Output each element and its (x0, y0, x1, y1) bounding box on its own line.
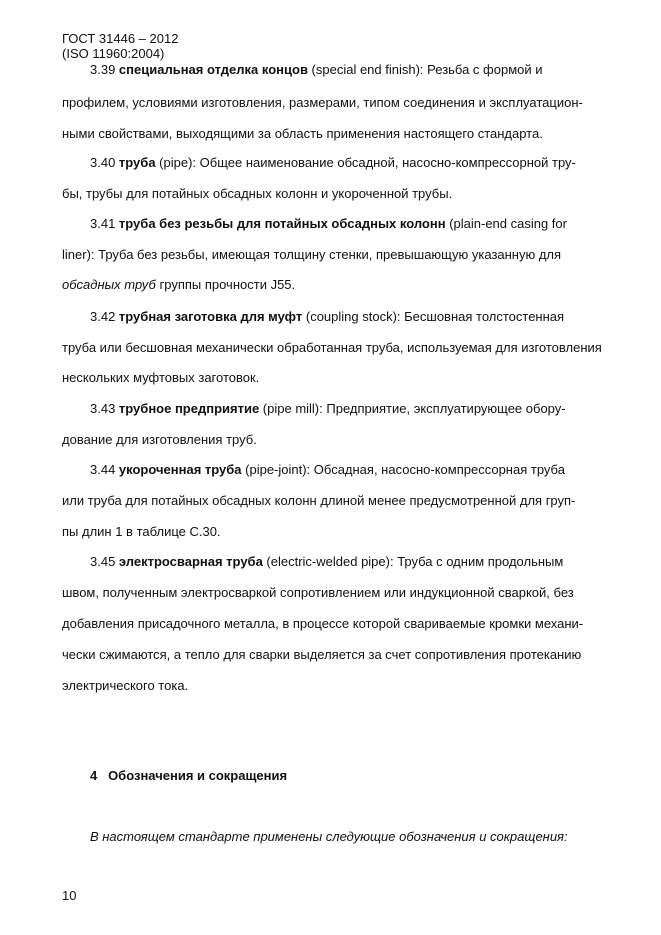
term-3-41 (90, 216, 567, 232)
term-number: 3.41 (90, 216, 119, 231)
term-title: специальная отделка концов (118, 62, 308, 77)
text-line: бы, трубы для потайных обсадных колонн и укороченной трубы. (62, 186, 453, 201)
text-line: швом, полученным электросваркой сопротивлением или индукционной сваркой, без (62, 585, 574, 600)
document-header (62, 31, 178, 61)
term-title: укороченная труба (118, 462, 242, 477)
term-3-39 (90, 62, 543, 78)
text-line: liner): Труба без резьбы, имеющая толщину стенки, превышающую указанную для (62, 247, 562, 262)
text-line: или труба для потайных обсадных колонн длиной менее предусмотренной для груп- (62, 493, 576, 508)
term-3-40 (90, 155, 576, 171)
term-definition: (pipe-joint): Обсадная, насосно-компрессорная труба (241, 462, 565, 477)
italic-term: обсадных труб (62, 277, 156, 292)
term-definition: (coupling stock): Бесшовная толстостенная (302, 309, 565, 324)
term-title: труба без резьбы для потайных обсадных колонн (118, 216, 446, 231)
text-line: пы длин 1 в таблице С.30. (62, 524, 221, 539)
text-rest: группы прочности J55. (155, 277, 296, 292)
term-3-43 (90, 401, 566, 417)
text-line: ными свойствами, выходящими за область применения настоящего стандарта. (62, 126, 543, 141)
term-3-44 (90, 462, 565, 478)
term-title: электросварная труба (118, 554, 263, 569)
term-definition: (plain-end casing for (445, 216, 567, 231)
term-title: трубная заготовка для муфт (118, 309, 303, 324)
term-title: трубное предприятие (118, 401, 260, 416)
term-3-45 (90, 554, 563, 570)
term-number: 3.40 (90, 155, 119, 170)
section-heading: 4 Обозначения и сокращения (90, 768, 288, 783)
term-definition: (pipe): Общее наименование обсадной, насосно-компрессорной тру- (155, 155, 576, 170)
text-line: дование для изготовления труб. (62, 432, 257, 447)
term-definition: (pipe mill): Предприятие, эксплуатирующее обору- (259, 401, 566, 416)
text-line: электрического тока. (62, 678, 189, 693)
term-number: 3.43 (90, 401, 119, 416)
term-number: 3.44 (90, 462, 119, 477)
term-3-42 (90, 309, 564, 325)
section-intro: В настоящем стандарте применены следующие обозначения и сокращения: (90, 829, 568, 844)
term-definition: (special end finish): Резьба с формой и (307, 62, 543, 77)
page-number: 10 (62, 888, 77, 903)
term-definition: (electric-welded pipe): Труба с одним продольным (262, 554, 564, 569)
term-number: 3.42 (90, 309, 119, 324)
term-number: 3.45 (90, 554, 119, 569)
term-title: труба (118, 155, 156, 170)
standard-number: ГОСТ 31446 – 2012 (62, 31, 179, 46)
term-number: 3.39 (90, 62, 119, 77)
text-line (62, 277, 295, 293)
text-line: добавления присадочного металла, в процессе которой свариваемые кромки механи- (62, 616, 584, 631)
text-line: профилем, условиями изготовления, размерами, типом соединения и эксплуатацион- (62, 95, 583, 110)
text-line: труба или бесшовная механически обработанная труба, используемая для изготовления (62, 340, 602, 355)
iso-reference: (ISO 11960:2004) (62, 46, 165, 61)
text-line: нескольких муфтовых заготовок. (62, 370, 260, 385)
text-line: чески сжимаются, а тепло для сварки выделяется за счет сопротивления протеканию (62, 647, 582, 662)
